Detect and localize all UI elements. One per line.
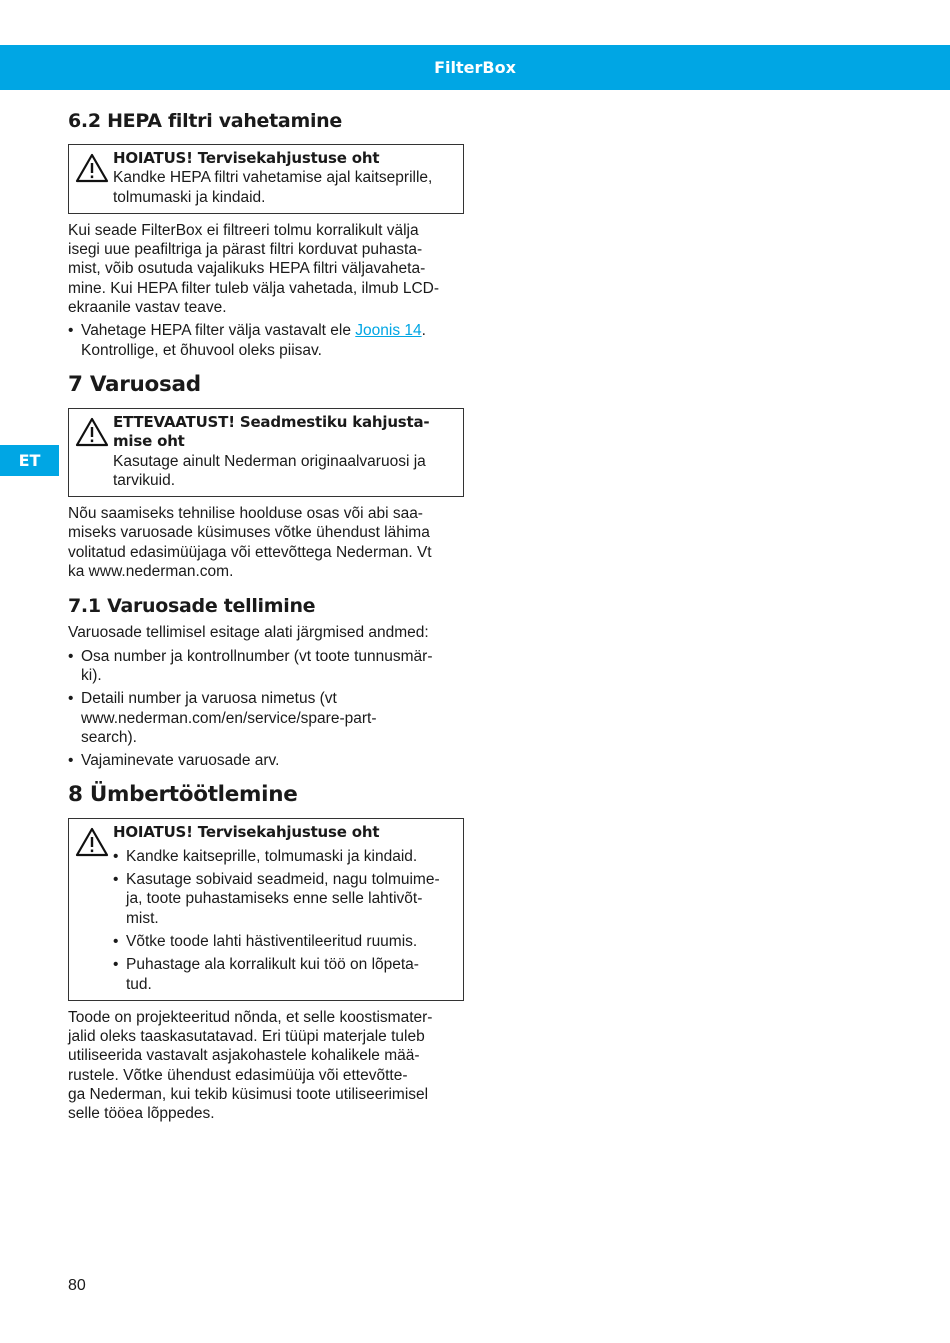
paragraph-line: Nõu saamiseks tehnilise hoolduse osas või abi saa- bbox=[68, 505, 423, 523]
warning-text-line: Kandke HEPA filtri vahetamise ajal kaitseprille, bbox=[113, 169, 433, 187]
section-6-2-heading: 6.2 HEPA filtri vahetamine bbox=[68, 110, 342, 132]
section-6-2-bullets bbox=[68, 321, 464, 360]
header-bar bbox=[0, 45, 950, 90]
paragraph-line: utiliseerida vastavalt asjakohastele kohalikele mää- bbox=[68, 1047, 420, 1065]
content-column bbox=[68, 108, 464, 1124]
list-item-line: • Osa number ja kontrollnumber (vt toote tunnusmär- bbox=[81, 647, 433, 665]
section-7-paragraph bbox=[68, 504, 464, 581]
paragraph-line: volitatud edasimüüjaga või ettevõttega Nederman. Vt bbox=[68, 543, 432, 561]
warning-triangle-icon bbox=[75, 153, 109, 183]
list-item bbox=[113, 932, 455, 951]
list-item-line: tud. bbox=[126, 975, 152, 993]
list-item-line: • Võtke toode lahti hästiventileeritud ruumis. bbox=[126, 932, 418, 950]
paragraph-line: isegi uue peafiltriga ja pärast filtri korduvat puhasta- bbox=[68, 241, 423, 259]
paragraph-line: mist, võib osutuda vajalikuks HEPA filtri väljavaheta- bbox=[68, 260, 426, 278]
warning-title: HOIATUS! Tervisekahjustuse oht bbox=[113, 149, 380, 167]
caution-text-line: Kasutage ainult Nederman originaalvaruosi ja bbox=[113, 452, 426, 470]
list-item-line: • Kandke kaitseprille, tolmumaski ja kindaid. bbox=[126, 847, 418, 865]
list-item-line: • Vajaminevate varuosade arv. bbox=[81, 752, 280, 770]
warning-box-health bbox=[68, 144, 464, 214]
warning-triangle-icon bbox=[75, 827, 109, 857]
list-item bbox=[113, 847, 455, 866]
paragraph-line: jalid oleks taaskasutatavad. Eri tüüpi materjale tuleb bbox=[68, 1028, 425, 1046]
caution-box-equipment bbox=[68, 408, 464, 497]
list-item-line: search). bbox=[81, 728, 137, 746]
language-tab-label: ET bbox=[18, 451, 41, 470]
paragraph-line: selle tööea lõppedes. bbox=[68, 1105, 215, 1123]
section-7-1-list bbox=[68, 647, 464, 771]
section-7-1-intro: Varuosade tellimisel esitage alati järgmised andmed: bbox=[68, 624, 429, 642]
list-item bbox=[68, 647, 464, 686]
paragraph-line: ga Nederman, kui tekib küsimusi toote utiliseerimisel bbox=[68, 1085, 429, 1103]
warning-title: HOIATUS! Tervisekahjustuse oht bbox=[113, 823, 380, 842]
paragraph-line: Toode on projekteeritud nõnda, et selle koostismater- bbox=[68, 1008, 433, 1026]
paragraph-line: mine. Kui HEPA filter tuleb välja vahetada, ilmub LCD- bbox=[68, 279, 440, 297]
paragraph-line: ka www.nederman.com. bbox=[68, 563, 234, 581]
caution-title-line: ETTEVAATUST! Seadmestiku kahjusta- bbox=[113, 412, 430, 431]
paragraph-line: miseks varuosade küsimuses võtke ühendust lähima bbox=[68, 524, 430, 542]
figure-14-link[interactable]: Joonis 14 bbox=[355, 322, 422, 340]
paragraph-line: Kui seade FilterBox ei filtreeri tolmu korralikult välja bbox=[68, 221, 419, 239]
list-item-line: mist. bbox=[126, 909, 159, 927]
list-item-line: ki). bbox=[81, 666, 102, 684]
paragraph-line: ekraanile vastav teave. bbox=[68, 299, 227, 317]
section-6-2-paragraph bbox=[68, 221, 464, 317]
caution-title-line: mise oht bbox=[113, 432, 185, 451]
section-7-heading: 7 Varuosad bbox=[68, 371, 201, 397]
section-8-heading: 8 Ümbertöötlemine bbox=[68, 782, 298, 808]
list-item-line: www.nederman.com/en/service/spare-part- bbox=[81, 709, 377, 727]
bullet-text-end: . bbox=[421, 322, 426, 340]
warning-triangle-icon bbox=[75, 417, 109, 447]
paragraph-line: rustele. Võtke ühendust edasimüüja või ettevõtte- bbox=[68, 1066, 408, 1084]
section-8-paragraph bbox=[68, 1008, 464, 1124]
list-item-line: • Detaili number ja varuosa nimetus (vt bbox=[81, 690, 337, 708]
section-7-1-heading: 7.1 Varuosade tellimine bbox=[68, 595, 316, 618]
list-item bbox=[68, 321, 464, 360]
list-item-line: • Kasutage sobivaid seadmeid, nagu tolmuime- bbox=[126, 871, 440, 889]
warning-list bbox=[113, 847, 455, 994]
list-item bbox=[68, 689, 464, 747]
list-item-line: ja, toote puhastamiseks enne selle lahtivõt- bbox=[126, 890, 423, 908]
warning-text-line: tolmumaski ja kindaid. bbox=[113, 188, 266, 206]
list-item bbox=[113, 955, 455, 994]
header-title: FilterBox bbox=[434, 58, 516, 77]
bullet-text-line: Kontrollige, et õhuvool oleks piisav. bbox=[81, 341, 322, 359]
page-number: 80 bbox=[68, 1277, 86, 1294]
warning-box-recycling bbox=[68, 818, 464, 1000]
list-item bbox=[113, 870, 455, 928]
list-item-line: • Puhastage ala korralikult kui töö on lõpeta- bbox=[126, 956, 419, 974]
list-item bbox=[68, 751, 464, 770]
bullet-text: Vahetage HEPA filter välja vastavalt ele bbox=[81, 322, 356, 340]
language-tab bbox=[0, 445, 59, 476]
caution-text-line: tarvikuid. bbox=[113, 471, 176, 489]
